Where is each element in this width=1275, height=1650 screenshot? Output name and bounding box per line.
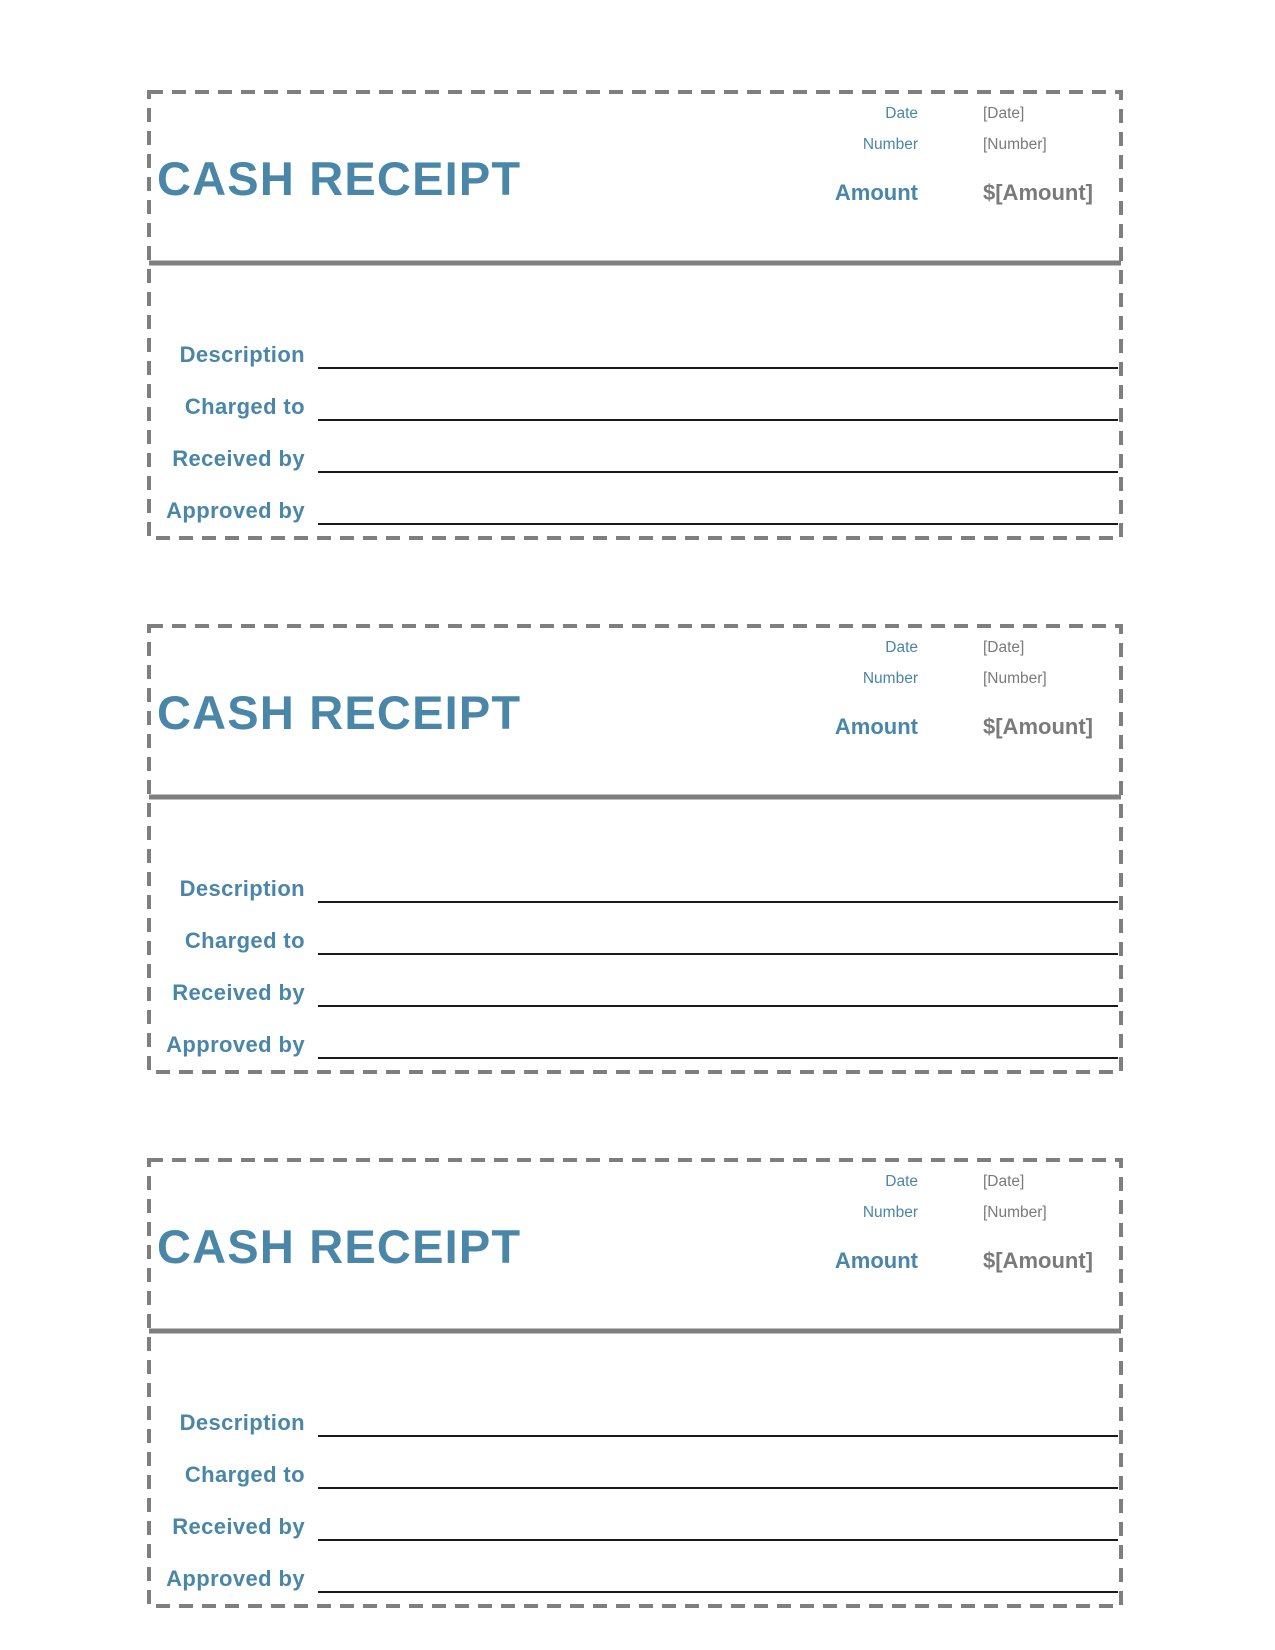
description-line[interactable]	[318, 901, 1118, 903]
description-label: Description	[179, 1410, 305, 1435]
date-label: Date	[885, 639, 918, 656]
charged-to-line[interactable]	[318, 953, 1118, 955]
number-label: Number	[862, 670, 918, 687]
number-value[interactable]: [Number]	[983, 136, 1047, 153]
approved-by-label: Approved by	[166, 1566, 305, 1591]
amount-label: Amount	[834, 1248, 918, 1273]
approved-by-line[interactable]	[318, 1057, 1118, 1059]
charged-to-label: Charged to	[184, 1462, 305, 1487]
received-by-line[interactable]	[318, 1539, 1118, 1541]
number-value[interactable]: [Number]	[983, 670, 1047, 687]
received-by-label: Received by	[172, 446, 305, 471]
description-label: Description	[179, 342, 305, 367]
receipt-title: CASH RECEIPT	[157, 1220, 522, 1273]
amount-value[interactable]: $[Amount]	[983, 180, 1093, 205]
charged-to-line[interactable]	[318, 1487, 1118, 1489]
charged-to-label: Charged to	[184, 394, 305, 419]
approved-by-line[interactable]	[318, 1591, 1118, 1593]
charged-to-label: Charged to	[184, 928, 305, 953]
number-value[interactable]: [Number]	[983, 1204, 1047, 1221]
date-label: Date	[885, 1173, 918, 1190]
description-line[interactable]	[318, 367, 1118, 369]
amount-value[interactable]: $[Amount]	[983, 1248, 1093, 1273]
date-label: Date	[885, 105, 918, 122]
cash-receipt-3	[147, 1158, 1123, 1608]
received-by-label: Received by	[172, 1514, 305, 1539]
number-label: Number	[862, 136, 918, 153]
receipt-title: CASH RECEIPT	[157, 152, 522, 205]
received-by-label: Received by	[172, 980, 305, 1005]
approved-by-label: Approved by	[166, 1032, 305, 1057]
approved-by-label: Approved by	[166, 498, 305, 523]
date-value[interactable]: [Date]	[983, 639, 1025, 656]
received-by-line[interactable]	[318, 1005, 1118, 1007]
receipt-title: CASH RECEIPT	[157, 686, 522, 739]
charged-to-line[interactable]	[318, 419, 1118, 421]
amount-label: Amount	[834, 714, 918, 739]
number-label: Number	[862, 1204, 918, 1221]
date-value[interactable]: [Date]	[983, 105, 1025, 122]
received-by-line[interactable]	[318, 471, 1118, 473]
cash-receipt-1	[147, 90, 1123, 540]
amount-label: Amount	[834, 180, 918, 205]
cash-receipt-2	[147, 624, 1123, 1074]
date-value[interactable]: [Date]	[983, 1173, 1025, 1190]
approved-by-line[interactable]	[318, 523, 1118, 525]
amount-value[interactable]: $[Amount]	[983, 714, 1093, 739]
description-line[interactable]	[318, 1435, 1118, 1437]
description-label: Description	[179, 876, 305, 901]
